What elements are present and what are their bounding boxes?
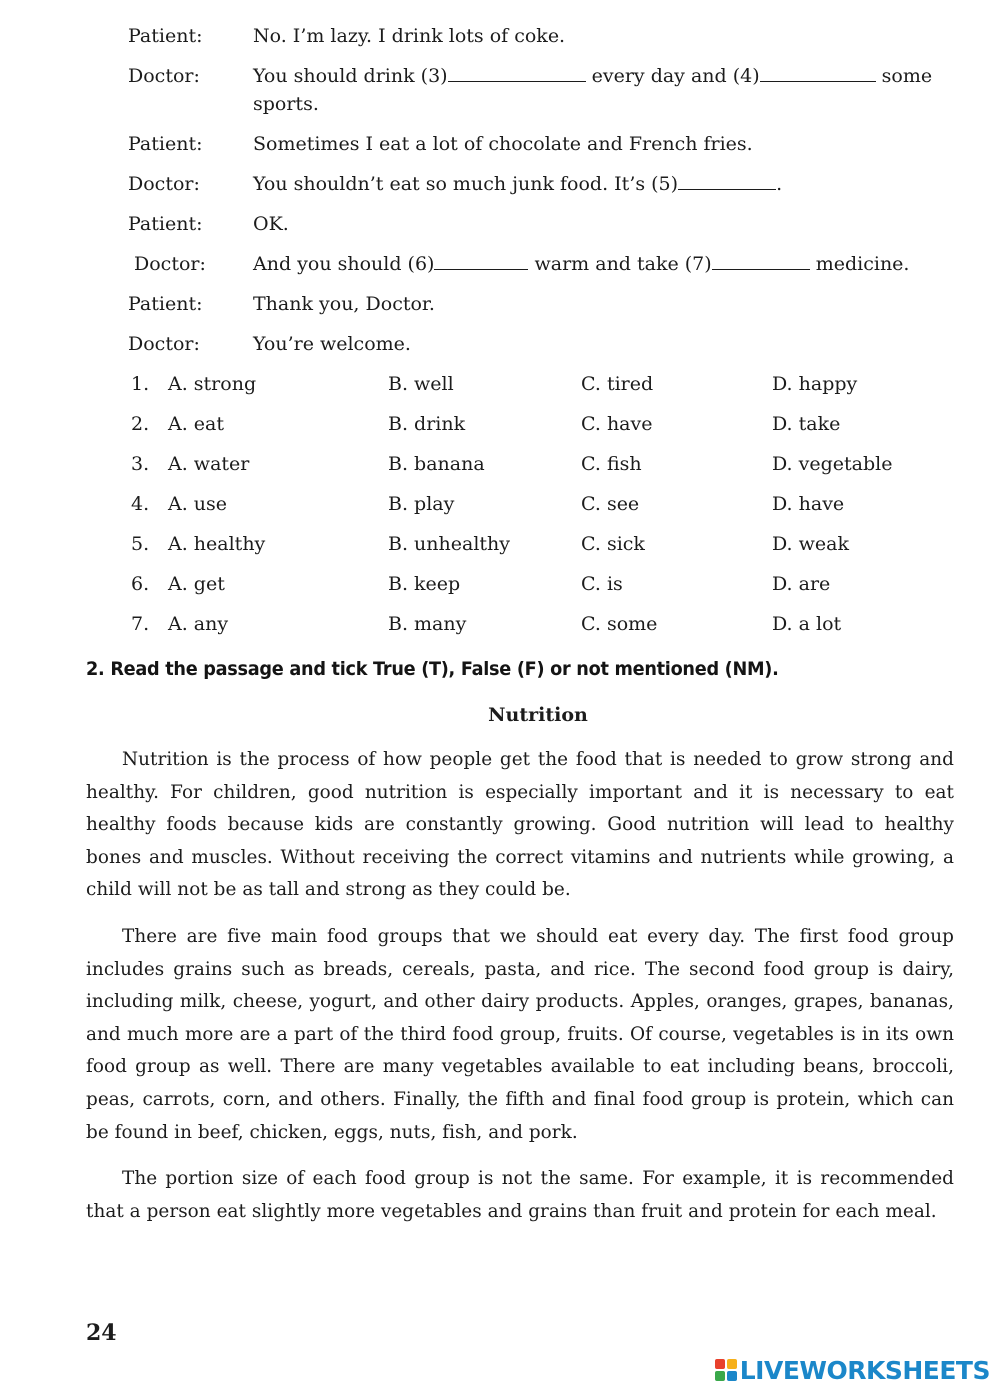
option-row	[0, 450, 1000, 490]
option-a[interactable]: A. any	[168, 613, 229, 635]
utterance: Thank you, Doctor.	[253, 293, 435, 315]
page-number: 24	[86, 1320, 117, 1346]
speaker-label: Doctor:	[128, 65, 200, 87]
utterance-text: You should drink (3)	[253, 65, 448, 87]
option-row	[0, 490, 1000, 530]
dialogue-line	[0, 210, 1000, 250]
speaker-label: Doctor:	[128, 173, 200, 195]
utterance	[253, 250, 948, 278]
answer-blank-6[interactable]	[434, 251, 528, 270]
question-number: 7.	[131, 613, 150, 635]
question-number: 2.	[131, 413, 150, 435]
question-number: 1.	[131, 373, 150, 395]
option-d[interactable]: D. have	[772, 493, 845, 515]
speaker-label: Patient:	[128, 213, 203, 235]
dialogue-line	[0, 62, 1000, 130]
question-number: 5.	[131, 533, 150, 555]
option-b[interactable]: B. unhealthy	[388, 533, 511, 555]
option-b[interactable]: B. keep	[388, 573, 461, 595]
option-d[interactable]: D. take	[772, 413, 841, 435]
option-c[interactable]: C. see	[581, 493, 640, 515]
option-row	[0, 370, 1000, 410]
option-c[interactable]: C. tired	[581, 373, 654, 395]
option-d[interactable]: D. vegetable	[772, 453, 893, 475]
utterance-text: medicine.	[809, 253, 910, 275]
option-row	[0, 410, 1000, 450]
utterance: You’re welcome.	[253, 333, 411, 355]
speaker-label: Patient:	[128, 293, 203, 315]
option-a[interactable]: A. healthy	[168, 533, 266, 555]
utterance-text: And you should (6)	[253, 253, 435, 275]
speaker-label: Patient:	[128, 133, 203, 155]
passage-title: Nutrition	[488, 704, 588, 726]
utterance-text: some sports.	[253, 65, 933, 115]
passage-paragraph: The portion size of each food group is not the same. For example, it is recommended that a person eat slightly more vegetables and grains than fruit and protein for each meal.	[86, 1168, 954, 1222]
utterance-text: .	[776, 173, 783, 195]
passage-paragraph: There are five main food groups that we should eat every day. The first food group includes grains such as breads, cereals, pasta, and rice. The second food group is dairy, including milk, cheese, yogurt, and other dairy products. Apples, oranges, grapes, bananas, and much more are a part of the third food group, fruits. Of course, vegetables is in its own food group as well. There are many vegetables available to eat including beans, broccoli, peas, carrots, corn, and others. Finally, the fifth and final food group is protein, which can be found in beef, chicken, eggs, nuts, fish, and pork.	[86, 925, 954, 1143]
utterance-text: You shouldn’t eat so much junk food. It’s (5)	[253, 173, 679, 195]
option-c[interactable]: C. fish	[581, 453, 642, 475]
option-row	[0, 570, 1000, 610]
passage	[86, 744, 954, 1242]
section-heading: 2. Read the passage and tick True (T), False (F) or not mentioned (NM).	[86, 658, 779, 680]
option-d[interactable]: D. happy	[772, 373, 858, 395]
option-b[interactable]: B. banana	[388, 453, 485, 475]
dialogue-line	[0, 130, 1000, 170]
answer-blank-7[interactable]	[712, 251, 810, 270]
speaker-label: Doctor:	[128, 333, 200, 355]
option-a[interactable]: A. use	[168, 493, 228, 515]
option-b[interactable]: B. many	[388, 613, 467, 635]
option-row	[0, 610, 1000, 650]
utterance: OK.	[253, 213, 289, 235]
dialogue-line	[0, 22, 1000, 62]
utterance-text: every day and (4)	[585, 65, 760, 87]
option-c[interactable]: C. some	[581, 613, 658, 635]
passage-paragraph: Nutrition is the process of how people get the food that is needed to grow strong and healthy. For children, good nutrition is especially important and it is necessary to eat healthy foods because kids are constantly growing. Good nutrition will lead to healthy bones and muscles. Without receiving the correct vitamins and nutrients while growing, a child will not be as tall and strong as they could be.	[86, 749, 954, 901]
utterance	[253, 170, 948, 198]
utterance: Sometimes I eat a lot of chocolate and French fries.	[253, 133, 753, 155]
utterance-text: warm and take (7)	[528, 253, 712, 275]
dialogue-line	[0, 330, 1000, 370]
question-number: 3.	[131, 453, 150, 475]
option-a[interactable]: A. eat	[168, 413, 225, 435]
option-row	[0, 530, 1000, 570]
option-a[interactable]: A. get	[168, 573, 225, 595]
option-a[interactable]: A. strong	[168, 373, 257, 395]
liveworksheets-icon	[715, 1359, 737, 1381]
option-d[interactable]: D. weak	[772, 533, 849, 555]
utterance	[253, 62, 948, 118]
answer-options	[0, 370, 1000, 650]
dialogue-line	[0, 250, 1000, 290]
question-number: 6.	[131, 573, 150, 595]
answer-blank-3[interactable]	[448, 63, 586, 82]
answer-blank-4[interactable]	[760, 63, 876, 82]
question-number: 4.	[131, 493, 150, 515]
brand-logo[interactable]	[715, 1356, 990, 1384]
dialogue-line	[0, 290, 1000, 330]
option-a[interactable]: A. water	[168, 453, 250, 475]
option-b[interactable]: B. well	[388, 373, 454, 395]
option-d[interactable]: D. are	[772, 573, 831, 595]
answer-blank-5[interactable]	[678, 171, 776, 190]
option-b[interactable]: B. play	[388, 493, 455, 515]
brand-name: LIVEWORKSHEETS	[739, 1355, 990, 1385]
dialogue-line	[0, 170, 1000, 210]
speaker-label: Patient:	[128, 25, 203, 47]
speaker-label: Doctor:	[134, 253, 206, 275]
option-d[interactable]: D. a lot	[772, 613, 842, 635]
option-c[interactable]: C. have	[581, 413, 653, 435]
option-c[interactable]: C. is	[581, 573, 623, 595]
dialogue	[0, 22, 1000, 370]
option-c[interactable]: C. sick	[581, 533, 645, 555]
option-b[interactable]: B. drink	[388, 413, 466, 435]
utterance: No. I’m lazy. I drink lots of coke.	[253, 25, 566, 47]
